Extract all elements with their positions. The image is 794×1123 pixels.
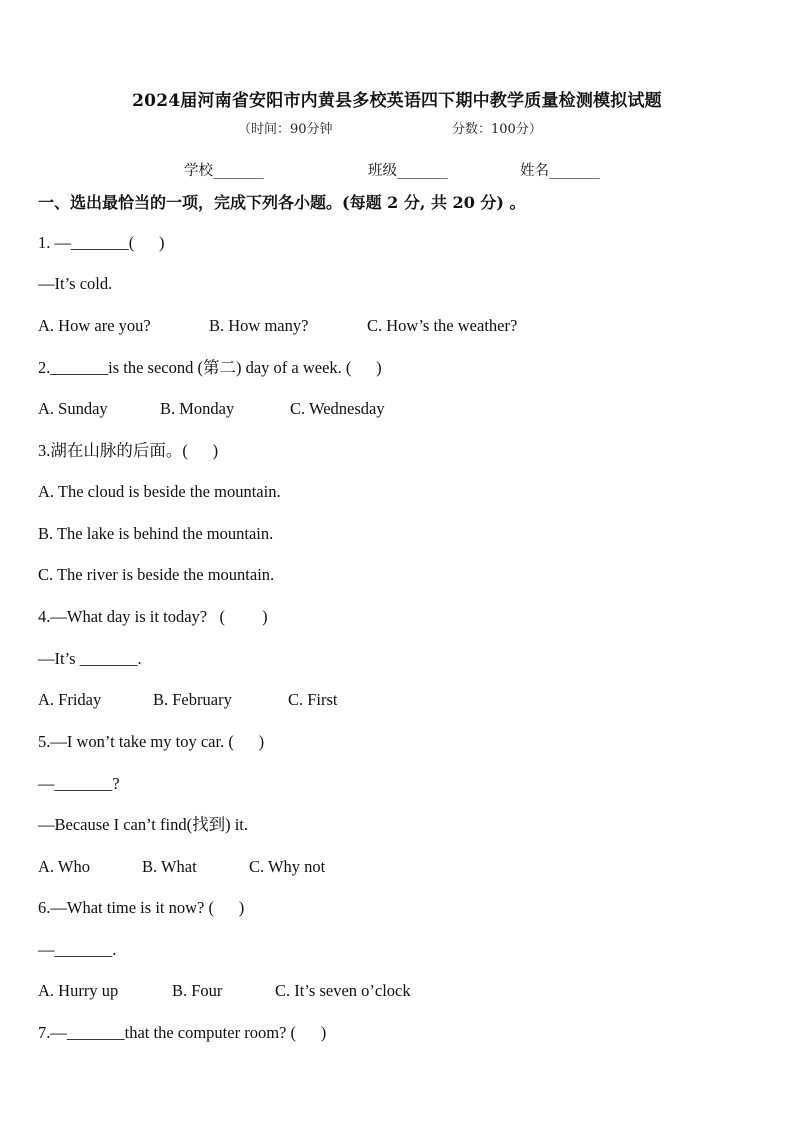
option-c: C. It’s seven o’clock [275, 981, 411, 1000]
option-c: C. Wednesday [290, 399, 385, 418]
option-a: A. Hurry up [38, 981, 119, 1000]
question-4-options [38, 690, 338, 710]
question-5-stem: 5.—I won’t take my toy car. ( ) [38, 732, 265, 751]
option-b: B. Four [172, 981, 223, 1000]
question-5-reply-2: —Because I can’t find(找到) it. [38, 815, 249, 834]
section-heading: 一、选出最恰当的一项，完成下列各小题。(每题 2 分, 共 20 分) 。 [38, 193, 526, 212]
option-b: B. Monday [160, 399, 235, 418]
exam-score: 分数：100分） [452, 122, 542, 137]
question-1-options [38, 316, 517, 336]
class-field: 班级_______ [368, 163, 448, 179]
exam-title: 2024届河南省安阳市内黄县多校英语四下期中教学质量检测模拟试题 [132, 91, 662, 111]
option-c: C. Why not [249, 857, 326, 876]
option-a: A. Friday [38, 690, 102, 709]
question-1-stem: 1. —_______( ) [38, 233, 165, 252]
option-c: C. First [288, 690, 338, 709]
question-2-options [38, 399, 385, 419]
question-3-stem: 3.湖在山脉的后面。( ) [38, 441, 219, 460]
exam-time: （时间：90分钟 [238, 122, 333, 137]
option-b: B. How many? [209, 316, 309, 335]
question-3-option-a: A. The cloud is beside the mountain. [38, 482, 281, 501]
option-b: B. February [153, 690, 232, 709]
question-3-option-b: B. The lake is behind the mountain. [38, 524, 274, 543]
question-4-reply: —It’s _______. [38, 649, 142, 668]
question-7-stem: 7.—_______that the computer room? ( ) [38, 1023, 327, 1042]
option-b: B. What [142, 857, 197, 876]
option-c: C. How’s the weather? [367, 316, 518, 335]
option-a: A. Sunday [38, 399, 108, 418]
question-4-stem: 4.—What day is it today? ( ) [38, 607, 268, 626]
question-2-stem: 2._______is the second (第二) day of a week. ( ) [38, 358, 382, 377]
question-6-reply: —_______. [38, 940, 117, 959]
question-5-options [38, 857, 325, 877]
option-a: A. How are you? [38, 316, 151, 335]
option-a: A. Who [38, 857, 90, 876]
question-5-reply: —_______? [38, 774, 120, 793]
name-field: 姓名_______ [520, 163, 600, 179]
question-1-reply: —It’s cold. [38, 274, 113, 293]
question-3-option-c: C. The river is beside the mountain. [38, 565, 275, 584]
school-field: 学校_______ [184, 163, 264, 179]
question-6-stem: 6.—What time is it now? ( ) [38, 898, 245, 917]
question-6-options [38, 981, 411, 1001]
